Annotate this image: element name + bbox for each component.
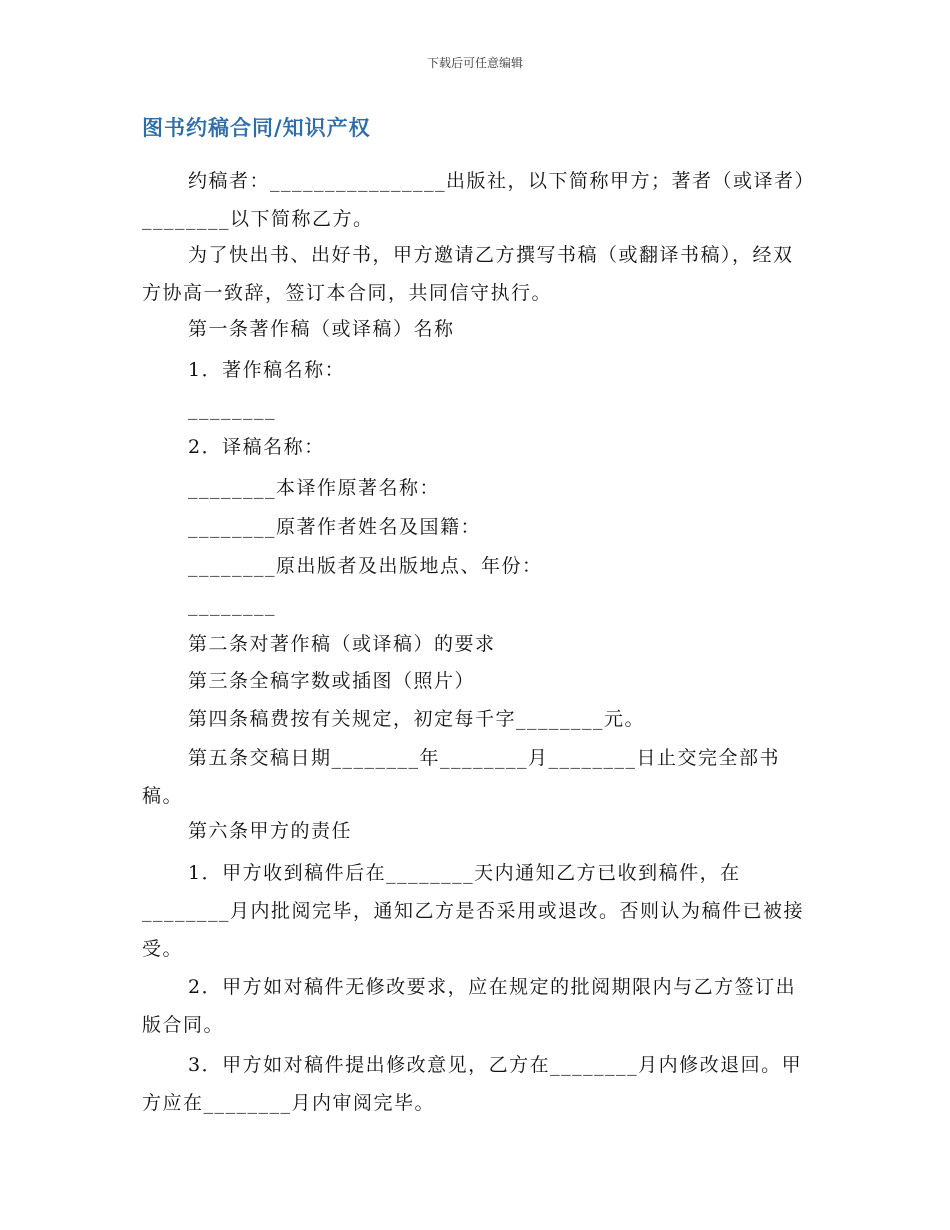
clause-2-heading: 第二条对著作稿（或译稿）的要求	[188, 633, 496, 655]
original-title-line: ________本译作原著名称：	[188, 477, 441, 499]
page-header: 下载后可任意编辑	[426, 56, 523, 70]
original-author-line: ________原著作者姓名及国籍：	[188, 516, 482, 538]
clause-1-item-1: 1．著作稿名称：	[188, 359, 346, 381]
clause-4: 第四条稿费按有关规定，初定每千字________元。	[188, 708, 646, 730]
clause-3-heading: 第三条全稿字数或插图（照片）	[188, 670, 476, 692]
clause-6-item-3: 3．甲方如对稿件提出修改意见，乙方在________月内修改退回。甲方应在________月内审阅完毕。	[142, 1054, 803, 1114]
clause-6-heading: 第六条甲方的责任	[188, 820, 353, 842]
clause-5: 第五条交稿日期________年________月________日止交完全部书稿。	[142, 747, 781, 807]
clause-6-item-1: 1．甲方收到稿件后在________天内通知乙方已收到稿件，在________月内批阅完毕，通知乙方是否采用或退改。否则认为稿件已被接受。	[142, 862, 805, 960]
clause-6-item-2: 2．甲方如对稿件无修改要求，应在规定的批阅期限内与乙方签订出版合同。	[142, 976, 797, 1036]
clause-1-item-2: 2．译稿名称：	[188, 436, 325, 458]
document-title: 图书约稿合同/知识产权	[142, 116, 371, 140]
blank-line: ________	[188, 594, 276, 616]
blank-line: ________	[188, 398, 276, 420]
paragraph-purpose: 为了快出书、出好书，甲方邀请乙方撰写书稿（或翻译书稿），经双方协高一致辞，签订本合同，共同信守执行。	[142, 244, 794, 304]
original-publisher-line: ________原出版者及出版地点、年份：	[188, 555, 543, 577]
paragraph-parties: 约稿者：________________出版社，以下简称甲方；著者（或译者）________以下简称乙方。	[142, 170, 806, 230]
clause-1-heading: 第一条著作稿（或译稿）名称	[188, 318, 455, 340]
